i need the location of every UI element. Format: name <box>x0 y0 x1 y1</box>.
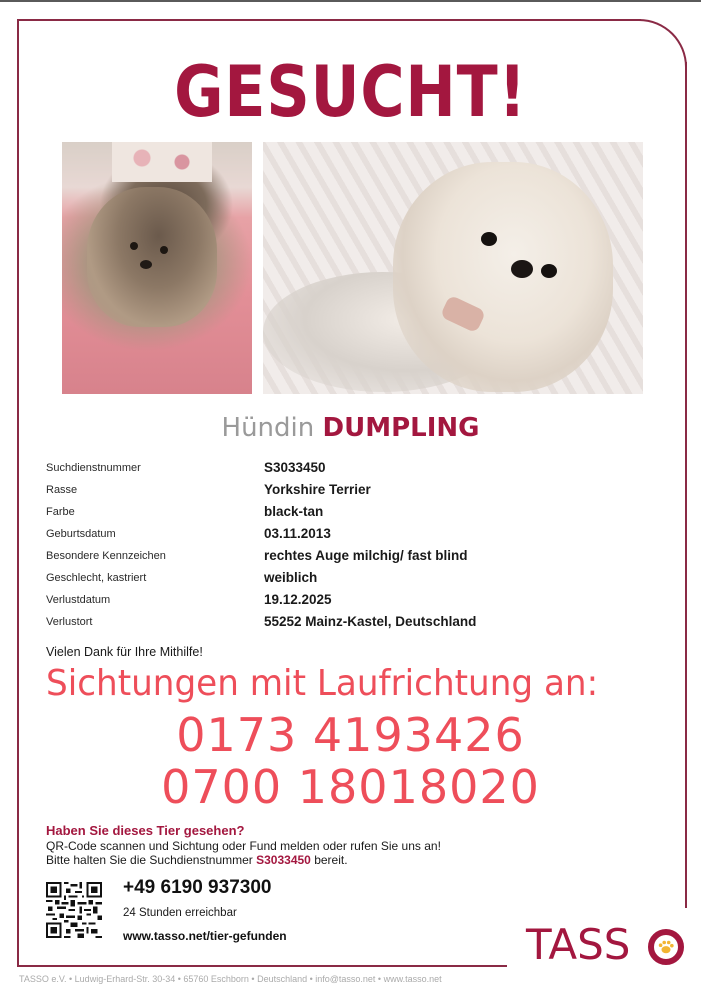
report-website-link[interactable]: www.tasso.net/tier-gefunden <box>123 929 287 943</box>
dog-photo-left <box>62 142 252 394</box>
thanks-text: Vielen Dank für Ihre Mithilfe! <box>46 645 203 659</box>
detail-label: Verlustdatum <box>46 594 111 606</box>
detail-label: Geschlecht, kastriert <box>46 572 147 584</box>
dog-shape <box>87 187 217 327</box>
sightings-heading: Sichtungen mit Laufrichtung an: <box>46 663 599 704</box>
hotline-availability: 24 Stunden erreichbar <box>123 907 237 919</box>
paw-icon <box>657 938 675 956</box>
detail-row <box>46 591 666 613</box>
detail-row <box>46 459 666 481</box>
detail-value: 03.11.2013 <box>264 526 331 541</box>
hotline-number[interactable]: +49 6190 937300 <box>123 877 272 898</box>
detail-value: 19.12.2025 <box>264 592 332 607</box>
detail-row <box>46 525 666 547</box>
seen-reference-suffix: bereit. <box>310 853 348 867</box>
footer-address: TASSO e.V. • Ludwig-Erhard-Str. 30-34 • 65760 Eschborn • Deutschland • info@tasso.net • www.tasso.net <box>19 974 442 984</box>
detail-label: Besondere Kennzeichen <box>46 550 166 562</box>
animal-gender: Hündin <box>221 413 315 443</box>
detail-label: Farbe <box>46 506 75 518</box>
poster-frame-bottom <box>17 965 507 967</box>
dog-eye <box>130 242 138 250</box>
phone-number-primary[interactable]: 0173 4193426 <box>176 708 525 762</box>
detail-value: Yorkshire Terrier <box>264 482 371 497</box>
top-edge-bar <box>0 0 701 2</box>
animal-heading <box>0 411 701 445</box>
poster-title: GESUCHT! <box>174 51 527 133</box>
dog-nose <box>140 260 152 269</box>
tasso-logo-text: TASS <box>526 920 631 969</box>
seen-reference-prefix: Bitte halten Sie die Suchdienstnummer <box>46 853 257 867</box>
detail-label: Suchdienstnummer <box>46 462 141 474</box>
animal-name: DUMPLING <box>322 413 480 443</box>
dog-photo-right <box>263 142 643 394</box>
detail-row <box>46 569 666 591</box>
phone-number-secondary[interactable]: 0700 18018020 <box>161 760 540 814</box>
detail-value: S3033450 <box>264 460 326 475</box>
detail-label: Geburtsdatum <box>46 528 116 540</box>
detail-row <box>46 547 666 569</box>
detail-value: black-tan <box>264 504 324 519</box>
tasso-logo-o <box>648 929 684 965</box>
detail-value: weiblich <box>264 570 318 585</box>
seen-reference <box>46 853 348 867</box>
detail-row <box>46 481 666 503</box>
photo-background <box>112 142 212 182</box>
dog-eye <box>160 246 168 254</box>
search-number-highlight: S3033450 <box>256 853 311 867</box>
dog-shape <box>393 162 613 392</box>
detail-label: Rasse <box>46 484 78 496</box>
dog-eye <box>481 232 497 246</box>
dog-eye <box>541 264 557 278</box>
detail-row <box>46 503 666 525</box>
detail-value: 55252 Mainz-Kastel, Deutschland <box>264 614 477 629</box>
qr-code-icon[interactable] <box>46 882 102 938</box>
seen-instructions: QR-Code scannen und Sichtung oder Fund melden oder rufen Sie uns an! <box>46 839 441 853</box>
detail-value: rechtes Auge milchig/ fast blind <box>264 548 468 563</box>
detail-label: Verlustort <box>46 616 93 628</box>
seen-heading: Haben Sie dieses Tier gesehen? <box>46 823 245 838</box>
dog-nose <box>511 260 533 278</box>
details-table <box>46 459 666 635</box>
detail-row <box>46 613 666 635</box>
